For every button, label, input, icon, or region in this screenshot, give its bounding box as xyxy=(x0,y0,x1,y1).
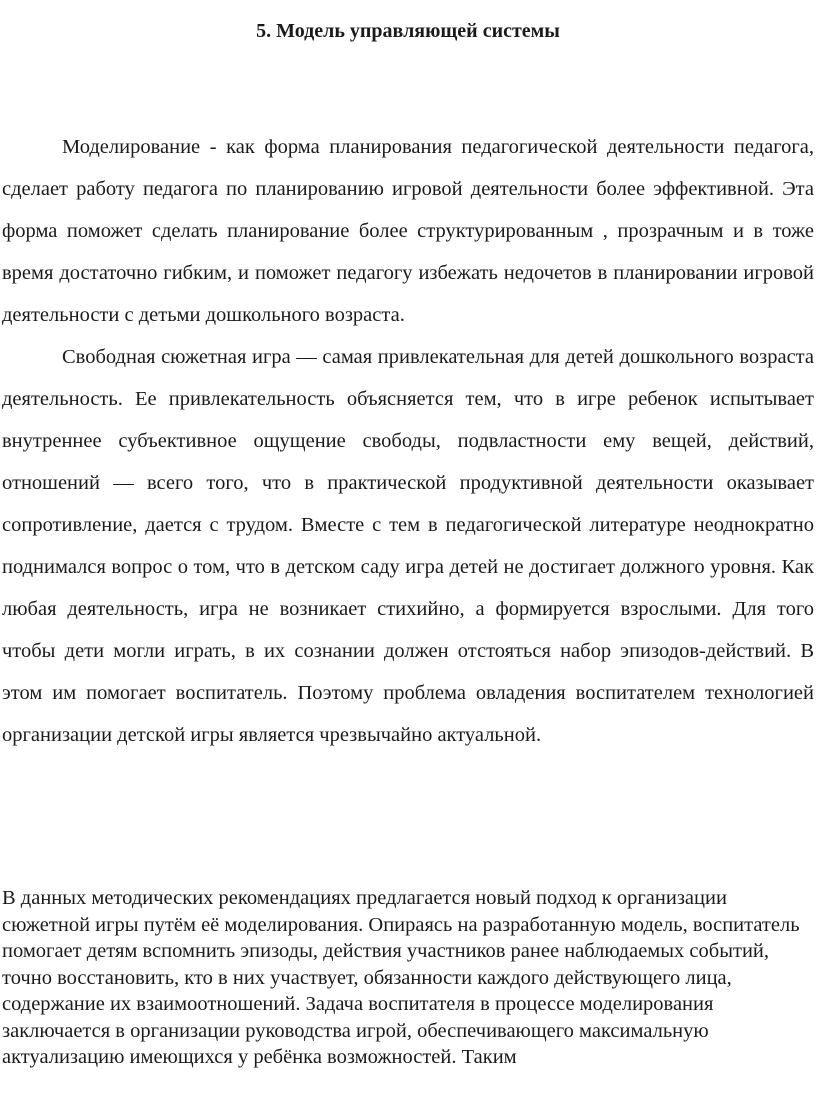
secondary-text xyxy=(2,885,814,1071)
paragraph-modeling: Моделирование - как форма планирования педагогической деятельности педагога, сделает работу педагога по планированию игровой деятельности более эффективной. Эта форма поможет сделать планирование более структурированным , прозрачным и в тоже время достаточно гибким, и поможет педагогу избежать недочетов в планировании игровой деятельности с детьми дошкольного возраста. xyxy=(2,136,814,326)
section-title: 5. Модель управляющей системы xyxy=(256,20,560,43)
main-text xyxy=(2,126,814,756)
paragraph-method-recommendations: В данных методических рекомендациях предлагается новый подход к организации сюжетной игры путём её моделирования. Опираясь на разработанную модель, воспитатель помогает детям вспомнить эпизоды, действия участников ранее наблюдаемых событий, точно восстановить, кто в них участвует, обязанности каждого действующего лица, содержание их взаимоотношений. Задача воспитателя в процессе моделирования заключается в организации руководства игрой, обеспечивающего максимальную актуализацию имеющихся у ребёнка возможностей. Таким xyxy=(2,887,800,1068)
paragraph-free-play: Свободная сюжетная игра — самая привлекательная для детей дошкольного возраста деятельность. Ее привлекательность объясняется тем, что в игре ребенок испытывает внутреннее субъективное ощущение свободы, подвластности ему вещей, действий, отношений — всего того, что в практической продуктивной деятельности оказывает сопротивление, дается с трудом. Вместе с тем в педагогической литературе неоднократно поднимался вопрос о том, что в детском саду игра детей не достигает должного уровня. Как любая деятельность, игра не возникает стихийно, а формируется взрослыми. Для того чтобы дети могли играть, в их сознании должен отстояться набор эпизодов-действий. В этом им помогает воспитатель. Поэтому проблема овладения воспитателем технологией организации детской игры является чрезвычайно актуальной. xyxy=(2,346,814,746)
